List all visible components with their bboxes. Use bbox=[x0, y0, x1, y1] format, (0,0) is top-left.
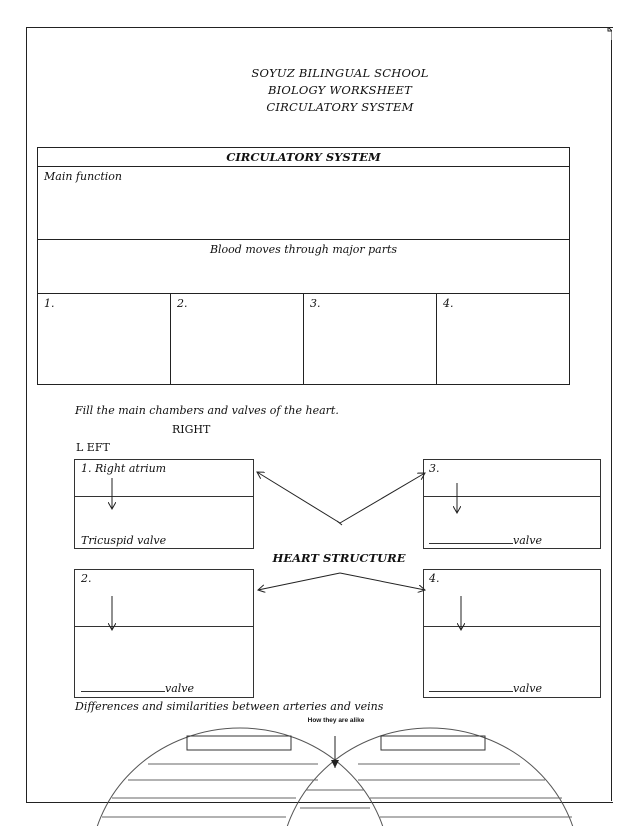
down-arrow-icon bbox=[331, 736, 339, 768]
valve-word: valve bbox=[165, 682, 195, 695]
school-name: SOYUZ BILINGUAL SCHOOL bbox=[251, 66, 429, 80]
venn-instruction: Differences and similarities between arteries and veins bbox=[75, 700, 384, 713]
veins-circle bbox=[280, 728, 580, 826]
right-side-label: RIGHT bbox=[172, 423, 211, 436]
worksheet-subject: BIOLOGY WORKSHEET bbox=[268, 83, 412, 97]
heart-structure-title: HEART STRUCTURE bbox=[272, 551, 406, 565]
left-side-label: L EFT bbox=[76, 441, 110, 454]
worksheet-topic: CIRCULATORY SYSTEM bbox=[266, 100, 414, 114]
valve-word: valve bbox=[513, 682, 543, 695]
arteries-circle bbox=[90, 728, 390, 826]
alike-label: How they are alike bbox=[307, 717, 365, 724]
blood-moves-label: Blood moves through major parts bbox=[209, 243, 398, 256]
cell-number: 3. bbox=[310, 297, 321, 310]
cell-number: 1. bbox=[44, 297, 55, 310]
box1-label: 1. Right atrium bbox=[81, 462, 167, 475]
box3-label: 3. bbox=[429, 462, 440, 475]
valve-word: valve bbox=[513, 534, 543, 547]
box1-valve: Tricuspid valve bbox=[81, 534, 167, 547]
arteries-title-box bbox=[187, 736, 291, 750]
veins-title-box bbox=[381, 736, 485, 750]
writing-lines bbox=[102, 764, 572, 817]
cell-number: 4. bbox=[443, 297, 454, 310]
box4-label: 4. bbox=[429, 572, 440, 585]
heart-instruction: Fill the main chambers and valves of the heart. bbox=[75, 404, 339, 417]
cell-number: 2. bbox=[177, 297, 188, 310]
main-function-label: Main function bbox=[44, 170, 122, 183]
box2-label: 2. bbox=[81, 572, 92, 585]
table-title: CIRCULATORY SYSTEM bbox=[38, 148, 569, 167]
